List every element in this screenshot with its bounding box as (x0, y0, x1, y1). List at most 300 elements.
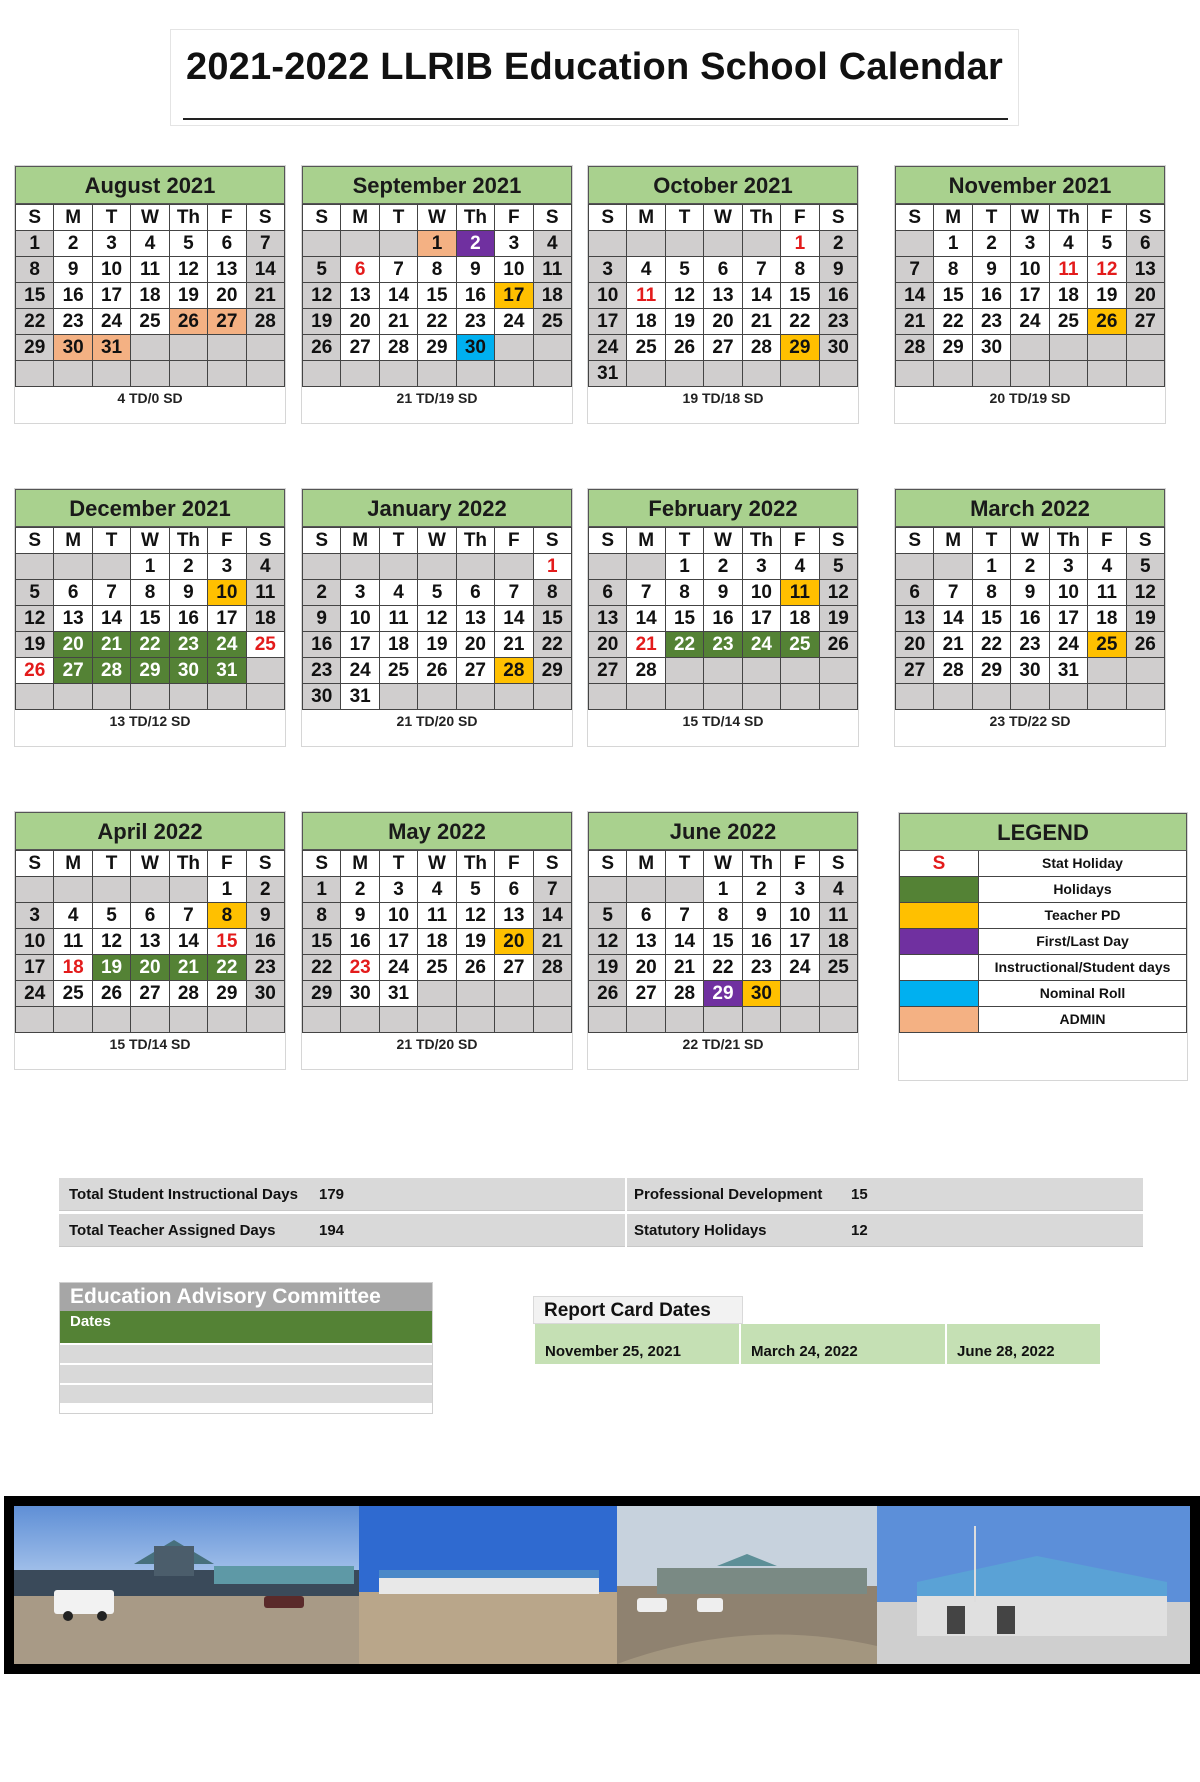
calendar-empty-cell (170, 877, 208, 903)
weekday-header: F (208, 528, 246, 554)
weekday-header: T (93, 528, 131, 554)
calendar-day: 24 (781, 955, 819, 981)
calendar-day: 25 (247, 632, 285, 658)
weekday-header: S (303, 851, 341, 877)
calendar-day: 29 (208, 981, 246, 1007)
calendar-day: 3 (781, 877, 819, 903)
calendar-day: 2 (247, 877, 285, 903)
school-photo (877, 1506, 1190, 1664)
calendar-empty-cell (781, 1007, 819, 1033)
calendar-day: 22 (131, 632, 169, 658)
calendar-day: 15 (131, 606, 169, 632)
calendar-day: 31 (1050, 658, 1088, 684)
calendar-day: 13 (1127, 257, 1165, 283)
weekday-header: F (781, 528, 819, 554)
calendar-day: 18 (380, 632, 418, 658)
school-photo (617, 1506, 877, 1664)
calendar-empty-cell (666, 684, 704, 710)
calendar-empty-cell (54, 1007, 92, 1033)
calendar-day: 24 (380, 955, 418, 981)
calendar-day: 5 (303, 257, 341, 283)
calendar-empty-cell (781, 361, 819, 387)
month-day-grid (302, 850, 572, 1033)
calendar-empty-cell (534, 684, 572, 710)
calendar-day: 8 (303, 903, 341, 929)
calendar-day: 28 (934, 658, 972, 684)
weekday-header: S (534, 528, 572, 554)
calendar-day: 13 (589, 606, 627, 632)
report-card-date: June 28, 2022 (945, 1324, 1100, 1364)
advisory-committee-box (59, 1282, 433, 1414)
calendar-day: 8 (418, 257, 456, 283)
calendar-empty-cell (896, 361, 934, 387)
month-title: January 2022 (302, 489, 572, 527)
calendar-empty-cell (380, 361, 418, 387)
school-photo-strip (4, 1496, 1200, 1674)
calendar-day: 18 (418, 929, 456, 955)
calendar-day: 8 (781, 257, 819, 283)
calendar-empty-cell (896, 231, 934, 257)
calendar-empty-cell (704, 361, 742, 387)
calendar-day: 25 (418, 955, 456, 981)
calendar-day: 3 (208, 554, 246, 580)
calendar-empty-cell (457, 684, 495, 710)
calendar-empty-cell (820, 658, 858, 684)
calendar-day: 8 (131, 580, 169, 606)
calendar-day: 19 (666, 309, 704, 335)
weekday-header: S (303, 205, 341, 231)
calendar-day: 9 (303, 606, 341, 632)
weekday-header: W (704, 205, 742, 231)
month-day-count: 22 TD/21 SD (682, 1036, 764, 1052)
legend-item (899, 955, 1187, 981)
weekday-header: Th (743, 205, 781, 231)
calendar-empty-cell (247, 1007, 285, 1033)
calendar-day: 23 (54, 309, 92, 335)
weekday-header: F (781, 205, 819, 231)
calendar-day: 26 (457, 955, 495, 981)
calendar-day: 18 (820, 929, 858, 955)
calendar-day: 7 (534, 877, 572, 903)
month-day-count: 4 TD/0 SD (117, 390, 183, 406)
weekday-header: S (1127, 528, 1165, 554)
calendar-day: 19 (16, 632, 54, 658)
calendar-day: 2 (820, 231, 858, 257)
calendar-day: 24 (1011, 309, 1049, 335)
weekday-header: F (1088, 205, 1126, 231)
weekday-header: Th (457, 205, 495, 231)
stat-label: Statutory Holidays (634, 1222, 767, 1239)
month-day-grid (15, 527, 285, 710)
totals-row-stat (627, 1214, 1143, 1247)
calendar-day: 26 (418, 658, 456, 684)
month-calendar (587, 811, 859, 1070)
calendar-empty-cell (704, 684, 742, 710)
calendar-day: 31 (589, 361, 627, 387)
weekday-header: W (131, 205, 169, 231)
calendar-day: 24 (589, 335, 627, 361)
calendar-day: 1 (934, 231, 972, 257)
weekday-header: W (418, 851, 456, 877)
month-calendar (587, 488, 859, 747)
calendar-empty-cell (16, 361, 54, 387)
teacher-days-label: Total Teacher Assigned Days (69, 1222, 276, 1239)
legend-label: Holidays (979, 877, 1187, 903)
weekday-header: Th (1050, 528, 1088, 554)
weekday-header: S (247, 528, 285, 554)
calendar-day: 11 (534, 257, 572, 283)
calendar-day: 6 (457, 580, 495, 606)
month-title: April 2022 (15, 812, 285, 850)
month-calendar (14, 811, 286, 1070)
calendar-day: 17 (16, 955, 54, 981)
student-days-label: Total Student Instructional Days (69, 1186, 298, 1203)
calendar-empty-cell (666, 1007, 704, 1033)
calendar-day: 3 (743, 554, 781, 580)
month-calendar (301, 488, 573, 747)
calendar-empty-cell (743, 361, 781, 387)
calendar-day: 6 (896, 580, 934, 606)
calendar-day: 12 (170, 257, 208, 283)
calendar-day: 28 (93, 658, 131, 684)
calendar-day: 14 (934, 606, 972, 632)
calendar-empty-cell (495, 361, 533, 387)
calendar-day: 5 (16, 580, 54, 606)
calendar-day: 9 (973, 257, 1011, 283)
calendar-empty-cell (781, 981, 819, 1007)
calendar-empty-cell (666, 231, 704, 257)
month-title: February 2022 (588, 489, 858, 527)
calendar-day: 25 (820, 955, 858, 981)
month-title: December 2021 (15, 489, 285, 527)
weekday-header: Th (1050, 205, 1088, 231)
calendar-day: 25 (54, 981, 92, 1007)
calendar-day: 27 (627, 981, 665, 1007)
calendar-day: 19 (93, 955, 131, 981)
calendar-day: 18 (54, 955, 92, 981)
calendar-day: 23 (704, 632, 742, 658)
calendar-day: 4 (820, 877, 858, 903)
calendar-day: 18 (627, 309, 665, 335)
calendar-day: 17 (495, 283, 533, 309)
calendar-day: 24 (93, 309, 131, 335)
calendar-empty-cell (341, 554, 379, 580)
weekday-header: F (495, 528, 533, 554)
calendar-day: 10 (341, 606, 379, 632)
weekday-header: M (341, 528, 379, 554)
calendar-day: 21 (247, 283, 285, 309)
calendar-empty-cell (704, 658, 742, 684)
calendar-day: 14 (380, 283, 418, 309)
weekday-header: T (380, 205, 418, 231)
calendar-day: 6 (341, 257, 379, 283)
weekday-header: W (418, 205, 456, 231)
calendar-empty-cell (973, 684, 1011, 710)
calendar-empty-cell (934, 554, 972, 580)
calendar-empty-cell (93, 1007, 131, 1033)
calendar-day: 23 (1011, 632, 1049, 658)
month-day-grid (302, 527, 572, 710)
calendar-day: 18 (247, 606, 285, 632)
calendar-empty-cell (896, 684, 934, 710)
calendar-day: 22 (303, 955, 341, 981)
calendar-empty-cell (534, 981, 572, 1007)
calendar-day: 25 (1050, 309, 1088, 335)
calendar-empty-cell (54, 684, 92, 710)
calendar-day: 15 (303, 929, 341, 955)
calendar-day: 12 (16, 606, 54, 632)
calendar-day: 26 (1127, 632, 1165, 658)
calendar-empty-cell (534, 361, 572, 387)
weekday-header: M (54, 205, 92, 231)
calendar-empty-cell (16, 684, 54, 710)
calendar-day: 16 (247, 929, 285, 955)
calendar-empty-cell (54, 554, 92, 580)
calendar-day: 16 (54, 283, 92, 309)
calendar-day: 23 (820, 309, 858, 335)
calendar-empty-cell (303, 231, 341, 257)
calendar-day: 29 (303, 981, 341, 1007)
weekday-header: T (380, 851, 418, 877)
weekday-header: W (131, 851, 169, 877)
advisory-row (60, 1383, 432, 1403)
month-day-grid (588, 204, 858, 387)
calendar-day: 10 (1011, 257, 1049, 283)
weekday-header: S (534, 205, 572, 231)
legend-item (899, 851, 1187, 877)
calendar-empty-cell (247, 658, 285, 684)
month-title: May 2022 (302, 812, 572, 850)
calendar-day: 3 (380, 877, 418, 903)
calendar-day: 8 (973, 580, 1011, 606)
calendar-empty-cell (93, 554, 131, 580)
calendar-empty-cell (781, 658, 819, 684)
calendar-day: 5 (1088, 231, 1126, 257)
calendar-day: 30 (1011, 658, 1049, 684)
legend-title: LEGEND (899, 813, 1187, 851)
legend-label: Instructional/Student days (979, 955, 1187, 981)
weekday-header: M (54, 851, 92, 877)
calendar-empty-cell (743, 231, 781, 257)
calendar-day: 2 (303, 580, 341, 606)
calendar-day: 1 (781, 231, 819, 257)
legend-item (899, 877, 1187, 903)
weekday-header: W (704, 851, 742, 877)
calendar-day: 11 (1050, 257, 1088, 283)
calendar-day: 4 (131, 231, 169, 257)
calendar-empty-cell (1011, 361, 1049, 387)
calendar-empty-cell (418, 684, 456, 710)
calendar-day: 23 (457, 309, 495, 335)
weekday-header: T (666, 205, 704, 231)
calendar-day: 14 (627, 606, 665, 632)
calendar-day: 6 (131, 903, 169, 929)
calendar-day: 16 (457, 283, 495, 309)
calendar-day: 23 (303, 658, 341, 684)
weekday-header: S (303, 528, 341, 554)
calendar-empty-cell (54, 361, 92, 387)
calendar-empty-cell (495, 554, 533, 580)
calendar-day: 29 (418, 335, 456, 361)
calendar-day: 21 (743, 309, 781, 335)
calendar-day: 4 (418, 877, 456, 903)
calendar-day: 2 (341, 877, 379, 903)
calendar-day: 22 (666, 632, 704, 658)
calendar-day: 20 (131, 955, 169, 981)
month-day-count: 19 TD/18 SD (682, 390, 764, 406)
calendar-day: 1 (418, 231, 456, 257)
calendar-day: 25 (380, 658, 418, 684)
calendar-day: 5 (93, 903, 131, 929)
calendar-empty-cell (16, 554, 54, 580)
calendar-day: 8 (208, 903, 246, 929)
calendar-day: 31 (341, 684, 379, 710)
legend-swatch (900, 877, 979, 903)
legend-swatch (900, 903, 979, 929)
calendar-day: 26 (16, 658, 54, 684)
calendar-empty-cell (1011, 335, 1049, 361)
calendar-empty-cell (820, 981, 858, 1007)
calendar-day: 30 (973, 335, 1011, 361)
calendar-empty-cell (666, 877, 704, 903)
calendar-day: 11 (1088, 580, 1126, 606)
calendar-day: 16 (341, 929, 379, 955)
month-calendar (894, 165, 1166, 424)
weekday-header: Th (170, 851, 208, 877)
calendar-empty-cell (973, 361, 1011, 387)
calendar-day: 12 (93, 929, 131, 955)
month-calendar (14, 488, 286, 747)
calendar-day: 5 (820, 554, 858, 580)
calendar-day: 6 (1127, 231, 1165, 257)
legend-label: Nominal Roll (979, 981, 1187, 1007)
calendar-empty-cell (495, 1007, 533, 1033)
pd-label: Professional Development (634, 1186, 823, 1203)
calendar-day: 17 (93, 283, 131, 309)
calendar-empty-cell (1088, 361, 1126, 387)
calendar-empty-cell (131, 1007, 169, 1033)
weekday-header: T (666, 528, 704, 554)
calendar-day: 27 (1127, 309, 1165, 335)
school-photo (359, 1506, 617, 1664)
calendar-empty-cell (589, 1007, 627, 1033)
calendar-empty-cell (820, 361, 858, 387)
calendar-day: 6 (208, 231, 246, 257)
calendar-empty-cell (303, 361, 341, 387)
month-title: June 2022 (588, 812, 858, 850)
calendar-day: 8 (666, 580, 704, 606)
calendar-day: 9 (704, 580, 742, 606)
calendar-day: 15 (781, 283, 819, 309)
calendar-day: 25 (1088, 632, 1126, 658)
calendar-day: 20 (627, 955, 665, 981)
student-days-value: 179 (319, 1186, 345, 1203)
calendar-day: 11 (131, 257, 169, 283)
calendar-empty-cell (743, 1007, 781, 1033)
calendar-day: 3 (589, 257, 627, 283)
calendar-day: 7 (170, 903, 208, 929)
calendar-day: 17 (341, 632, 379, 658)
calendar-day: 15 (16, 283, 54, 309)
calendar-day: 27 (341, 335, 379, 361)
calendar-day: 11 (820, 903, 858, 929)
calendar-empty-cell (54, 877, 92, 903)
calendar-day: 17 (743, 606, 781, 632)
calendar-day: 7 (627, 580, 665, 606)
calendar-empty-cell (341, 361, 379, 387)
weekday-header: S (589, 205, 627, 231)
calendar-day: 28 (627, 658, 665, 684)
month-title: September 2021 (302, 166, 572, 204)
weekday-header: S (820, 205, 858, 231)
weekday-header: M (934, 205, 972, 231)
calendar-day: 22 (781, 309, 819, 335)
calendar-day: 20 (1127, 283, 1165, 309)
weekday-header: Th (170, 205, 208, 231)
calendar-day: 17 (208, 606, 246, 632)
legend (898, 812, 1188, 1081)
month-title: November 2021 (895, 166, 1165, 204)
calendar-day: 29 (16, 335, 54, 361)
calendar-day: 20 (896, 632, 934, 658)
month-day-grid (302, 204, 572, 387)
weekday-header: W (704, 528, 742, 554)
calendar-empty-cell (743, 658, 781, 684)
calendar-day: 2 (457, 231, 495, 257)
calendar-empty-cell (418, 981, 456, 1007)
weekday-header: S (820, 851, 858, 877)
advisory-row (60, 1343, 432, 1363)
weekday-header: F (495, 851, 533, 877)
calendar-empty-cell (534, 335, 572, 361)
calendar-day: 1 (208, 877, 246, 903)
calendar-empty-cell (208, 335, 246, 361)
calendar-day: 10 (93, 257, 131, 283)
calendar-day: 19 (457, 929, 495, 955)
calendar-empty-cell (1088, 684, 1126, 710)
calendar-day: 20 (208, 283, 246, 309)
calendar-day: 1 (534, 554, 572, 580)
calendar-empty-cell (341, 231, 379, 257)
calendar-day: 9 (457, 257, 495, 283)
calendar-day: 21 (627, 632, 665, 658)
calendar-day: 7 (380, 257, 418, 283)
calendar-day: 16 (303, 632, 341, 658)
month-day-count: 21 TD/20 SD (396, 1036, 478, 1052)
calendar-day: 22 (16, 309, 54, 335)
calendar-day: 10 (208, 580, 246, 606)
calendar-empty-cell (627, 1007, 665, 1033)
legend-swatch (900, 981, 979, 1007)
calendar-day: 14 (743, 283, 781, 309)
legend-swatch (900, 1007, 979, 1033)
calendar-day: 28 (247, 309, 285, 335)
calendar-day: 11 (627, 283, 665, 309)
calendar-day: 16 (170, 606, 208, 632)
calendar-day: 10 (495, 257, 533, 283)
calendar-day: 25 (131, 309, 169, 335)
calendar-day: 3 (495, 231, 533, 257)
calendar-day: 7 (247, 231, 285, 257)
calendar-day: 10 (16, 929, 54, 955)
calendar-day: 2 (170, 554, 208, 580)
month-day-count: 20 TD/19 SD (989, 390, 1071, 406)
legend-label: Teacher PD (979, 903, 1187, 929)
month-day-count: 21 TD/20 SD (396, 713, 478, 729)
calendar-empty-cell (380, 554, 418, 580)
calendar-day: 6 (495, 877, 533, 903)
calendar-empty-cell (131, 335, 169, 361)
